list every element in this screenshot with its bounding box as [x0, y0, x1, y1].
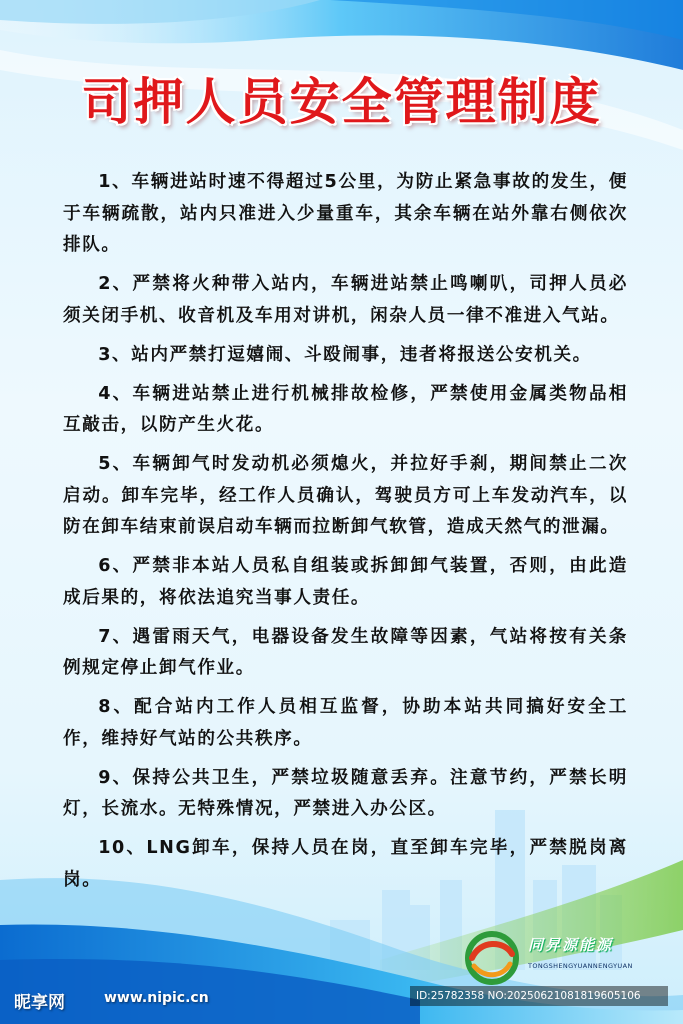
- rule-4: 4、车辆进站禁止进行机械排故检修，严禁使用金属类物品相互敲击，以防产生火花。: [63, 383, 628, 435]
- page-title: 司押人员安全管理制度: [81, 72, 602, 131]
- company-logo: [462, 928, 633, 988]
- rule-7: 7、遇雷雨天气，电器设备发生故障等因素，气站将按有关条例规定停止卸气作业。: [63, 626, 628, 678]
- rule-6: 6、严禁非本站人员私自组装或拆卸卸气装置，否则，由此造成后果的，将依法追究当事人责任。: [63, 556, 628, 608]
- rules-list: [63, 167, 628, 904]
- watermark-site: 昵享网: [14, 993, 65, 1013]
- watermark-id: ID:25782358 NO:20250621081819605106: [410, 986, 668, 1006]
- logo-emblem-icon: [462, 928, 522, 988]
- rule-8: 8、配合站内工作人员相互监督，协助本站共同搞好安全工作，维持好气站的公共秩序。: [63, 697, 628, 749]
- rule-10: 10、LNG卸车，保持人员在岗，直至卸车完毕，严禁脱岗离岗。: [63, 838, 628, 890]
- logo-subtitle: TONGSHENGYUANNENGYUAN: [528, 962, 633, 970]
- rule-9: 9、保持公共卫生，严禁垃圾随意丢弃。注意节约，严禁长明灯，长流水。无特殊情况，严禁进入办公区。: [63, 767, 628, 819]
- rule-5: 5、车辆卸气时发动机必须熄火，并拉好手刹，期间禁止二次启动。卸车完毕，经工作人员确认，驾驶员方可上车发动汽车，以防在卸车结束前误启动车辆而拉断卸气软管，造成天然气的泄漏。: [63, 454, 628, 537]
- rule-3: 3、站内严禁打逗嬉闹、斗殴闹事，违者将报送公安机关。: [98, 344, 592, 365]
- rule-2: 2、严禁将火种带入站内，车辆进站禁止鸣喇叭，司押人员必须关闭手机、收音机及车用对讲机，闲杂人员一律不准进入气站。: [63, 274, 628, 326]
- rule-1: 1、车辆进站时速不得超过5公里，为防止紧急事故的发生，便于车辆疏散，站内只准进入少量重车，其余车辆在站外靠右侧依次排队。: [63, 172, 628, 255]
- watermark-url: www.nipic.cn: [104, 990, 209, 1006]
- logo-name: 同昇源能源: [528, 936, 614, 954]
